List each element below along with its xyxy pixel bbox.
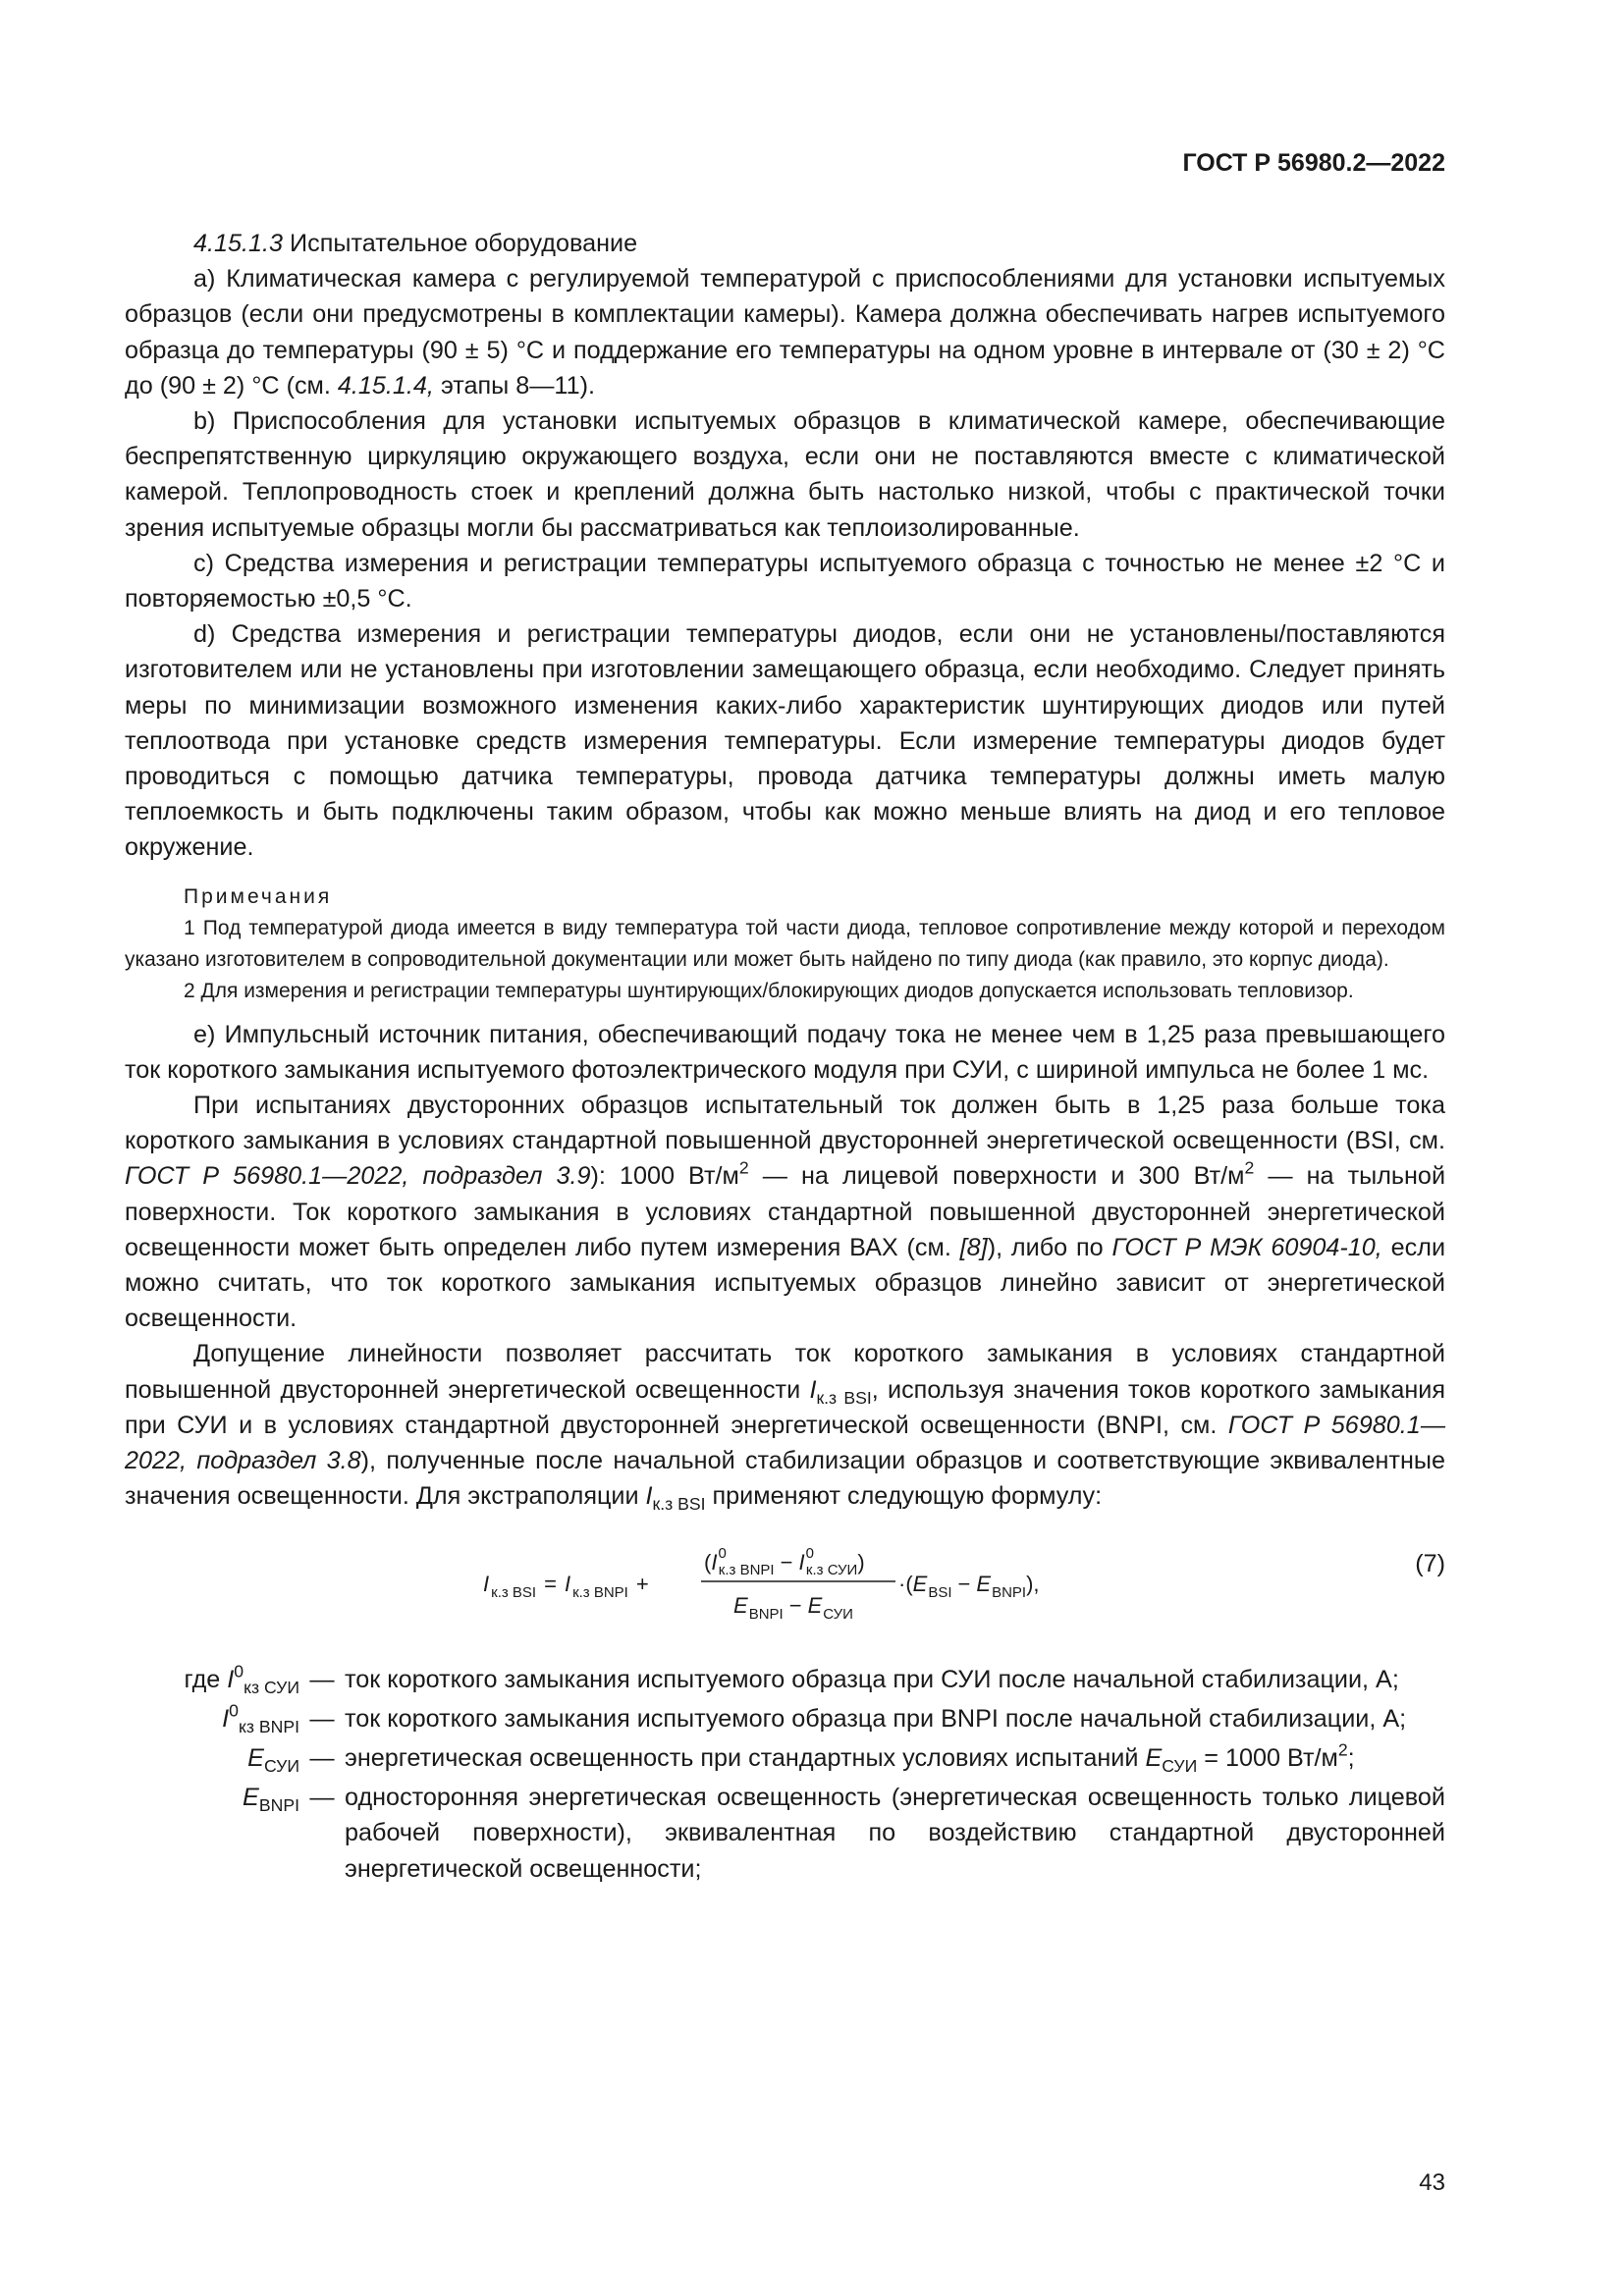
paragraph-a-tail: этапы 8—11). (440, 371, 595, 400)
linearity-paragraph (125, 1336, 1445, 1514)
definitions-list (125, 1662, 1445, 1887)
definition-dash: — (309, 1704, 335, 1733)
paragraph-a (125, 261, 1445, 403)
formula-row (125, 1532, 1445, 1650)
standard-header: ГОСТ Р 56980.2—2022 (1182, 149, 1445, 177)
linearity-symbol-2: I (645, 1482, 653, 1511)
bifacial-text-5: ), либо по (987, 1233, 1104, 1261)
bifacial-ref-1: ГОСТ Р 56980.1—2022, подраздел 3.9 (125, 1162, 591, 1191)
definition-item (125, 1662, 1445, 1697)
bifacial-ref-2: [8] (959, 1233, 988, 1261)
definition-text: односторонняя энергетическая освещенность (энергетическая освещенность только лицевой рабочей поверхности), эквивалентная по воздействию стандартной двусторонней энергетической освещенности; (345, 1784, 1445, 1883)
formula-lhs: I $_{к.з BSI}$ = I $_{к.з BNPI}$ + (483, 1571, 649, 1601)
formula-numerator: ($I^0$ к.з BNPI − $I^0$ к.з СУИ) (704, 1544, 865, 1578)
bifacial-text-3: — на лицевой поверхности и 300 Вт/м (748, 1162, 1245, 1191)
paragraph-e: е) Импульсный источник питания, обеспечивающий подачу тока не менее чем в 1,25 раза превышающего ток короткого замыкания испытуемого фотоэлектрического модуля при СУИ, с шириной импульса не более 1 мс. (125, 1020, 1445, 1084)
bifacial-square-1: 2 (738, 1157, 749, 1178)
definition-text: ток короткого замыкания испытуемого образца при СУИ после начальной стабилизации, А; (345, 1665, 1399, 1693)
linearity-text-2: , используя значения токов короткого замыкания при СУИ и в условиях стандартной двусторонней энергетической освещенности (BNPI, см. (125, 1375, 1445, 1439)
bifacial-paragraph (125, 1088, 1445, 1336)
linearity-text-3: ), полученные после начальной стабилизации образцов и соответствующие эквивалентные значения освещенности. Для экстраполяции (125, 1447, 1445, 1511)
definition-item (125, 1701, 1445, 1736)
definition-dash: — (309, 1743, 335, 1772)
linearity-symbol-1: I (809, 1375, 817, 1404)
notes-block (125, 881, 1445, 1007)
definition-item (125, 1780, 1445, 1887)
definition-item (125, 1740, 1445, 1776)
section-title: Испытательное оборудование (290, 230, 638, 257)
bifacial-ref-3: ГОСТ Р МЭК 60904-10, (1111, 1233, 1382, 1261)
bifacial-text-6: если можно считать, что ток короткого замыкания испытуемых образцов линейно зависит от энергетической освещенности. (125, 1233, 1446, 1333)
definition-symbol: $I^0_{кз BNPI}$ (222, 1700, 299, 1736)
paragraph-b: b) Приспособления для установки испытуемых образцов в климатической камере, обеспечивающие беспрепятственную циркуляцию окружающего воздуха, если они не поставляются вместе с климатической камерой. Теплопроводность стоек и креплений должна быть настолько низкой, чтобы с практической точки зрения испытуемые образцы могли бы рассматриваться как теплоизолированные. (125, 407, 1445, 542)
bifacial-text-2: ): 1000 Вт/м (590, 1162, 739, 1191)
bifacial-text-1: При испытаниях двусторонних образцов испытательный ток должен быть в 1,25 раза больше тока короткого замыкания в условиях стандартной повышенной двусторонней энергетической освещенности (BSI, см. (125, 1092, 1445, 1155)
definition-dash: — (309, 1665, 335, 1693)
section-number: 4.15.1.3 (193, 230, 284, 257)
definition-symbol: где $I^0_{кз СУИ}$ (184, 1660, 299, 1697)
paragraph-a-ref: 4.15.1.4, (337, 371, 434, 400)
section-heading (125, 226, 1445, 261)
linearity-sub-2: к.з BSI (652, 1494, 706, 1515)
linearity-sub-1: к.з BSI (816, 1387, 872, 1408)
where-label: где (184, 1665, 221, 1693)
notes-title: Примечания (184, 884, 333, 908)
definition-text: энергетическая освещенность при стандартных условиях испытаний $E_{СУИ} = 1000$ $Вт/м^2$; (345, 1739, 1355, 1777)
formula-7 (483, 1532, 1170, 1640)
bifacial-text-4: — на тыльной поверхности. Ток короткого замыкания в условиях стандартной повышенной двусторонней энергетической освещенности может быть определен либо путем измерения ВАХ (см. (125, 1162, 1446, 1261)
linearity-text-1: Допущение линейности позволяет рассчитать ток короткого замыкания в условиях стандартной повышенной двусторонней энергетической освещенности (125, 1340, 1445, 1404)
formula-denominator: $E_{BNPI} - E_{СУИ}$ (733, 1592, 853, 1623)
definition-dash: — (309, 1784, 335, 1812)
page-body (125, 226, 1445, 1891)
linearity-text-4: применяют следующую формулу: (712, 1482, 1103, 1511)
definition-symbol: $E_{BNPI}$ (243, 1784, 299, 1816)
paragraph-c: с) Средства измерения и регистрации температуры испытуемого образца с точностью не менее ±2 °С и повторяемостью ±0,5 °С. (125, 549, 1445, 614)
definition-text: ток короткого замыкания испытуемого образца при BNPI после начальной стабилизации, А; (345, 1704, 1407, 1733)
page-number: 43 (1419, 2169, 1445, 2196)
definition-symbol: $E_{СУИ}$ (247, 1743, 299, 1777)
note-1: 1 Под температурой диода имеется в виду температура той части диода, тепловое сопротивление между которой и переходом указано изготовителем в сопроводительной документации или может быть найдено по типу диода (как правило, это корпус диода). (125, 916, 1445, 971)
paragraph-a-text: а) Климатическая камера с регулируемой температурой с приспособлениями для установки испытуемых образцов (если они предусмотрены в комплектации камеры). Камера должна обеспечивать нагрев испытуемого образца до температуры (90 ± 5) °С и поддержание его температуры на одном уровне в интервале от (30 ± 2) °С до (90 ± 2) °С (см. (125, 265, 1445, 400)
formula-rhs: $\cdot(E_{BSI} - E_{BNPI})$, (898, 1571, 1040, 1601)
note-2: 2 Для измерения и регистрации температуры шунтирующих/блокирующих диодов допускается использовать тепловизор. (184, 979, 1354, 1002)
linearity-ref: ГОСТ Р 56980.1—2022, подраздел 3.8 (125, 1411, 1446, 1475)
equation-number: (7) (1415, 1549, 1445, 1577)
paragraph-d: d) Средства измерения и регистрации температуры диодов, если они не установлены/поставляются изготовителем или не установлены при изготовлении замещающего образца, если необходимо. Следует принять меры по минимизации возможного изменения каких-либо характеристик шунтирующих диодов или путей теплоотвода при установке средств измерения температуры. Если измерение температуры диодов будет проводиться с помощью датчика температуры, провода датчика температуры должны иметь малую теплоемкость и быть подключены таким образом, чтобы как можно меньше влиять на диод и его тепловое окружение. (125, 620, 1445, 862)
bifacial-square-2: 2 (1244, 1157, 1255, 1178)
